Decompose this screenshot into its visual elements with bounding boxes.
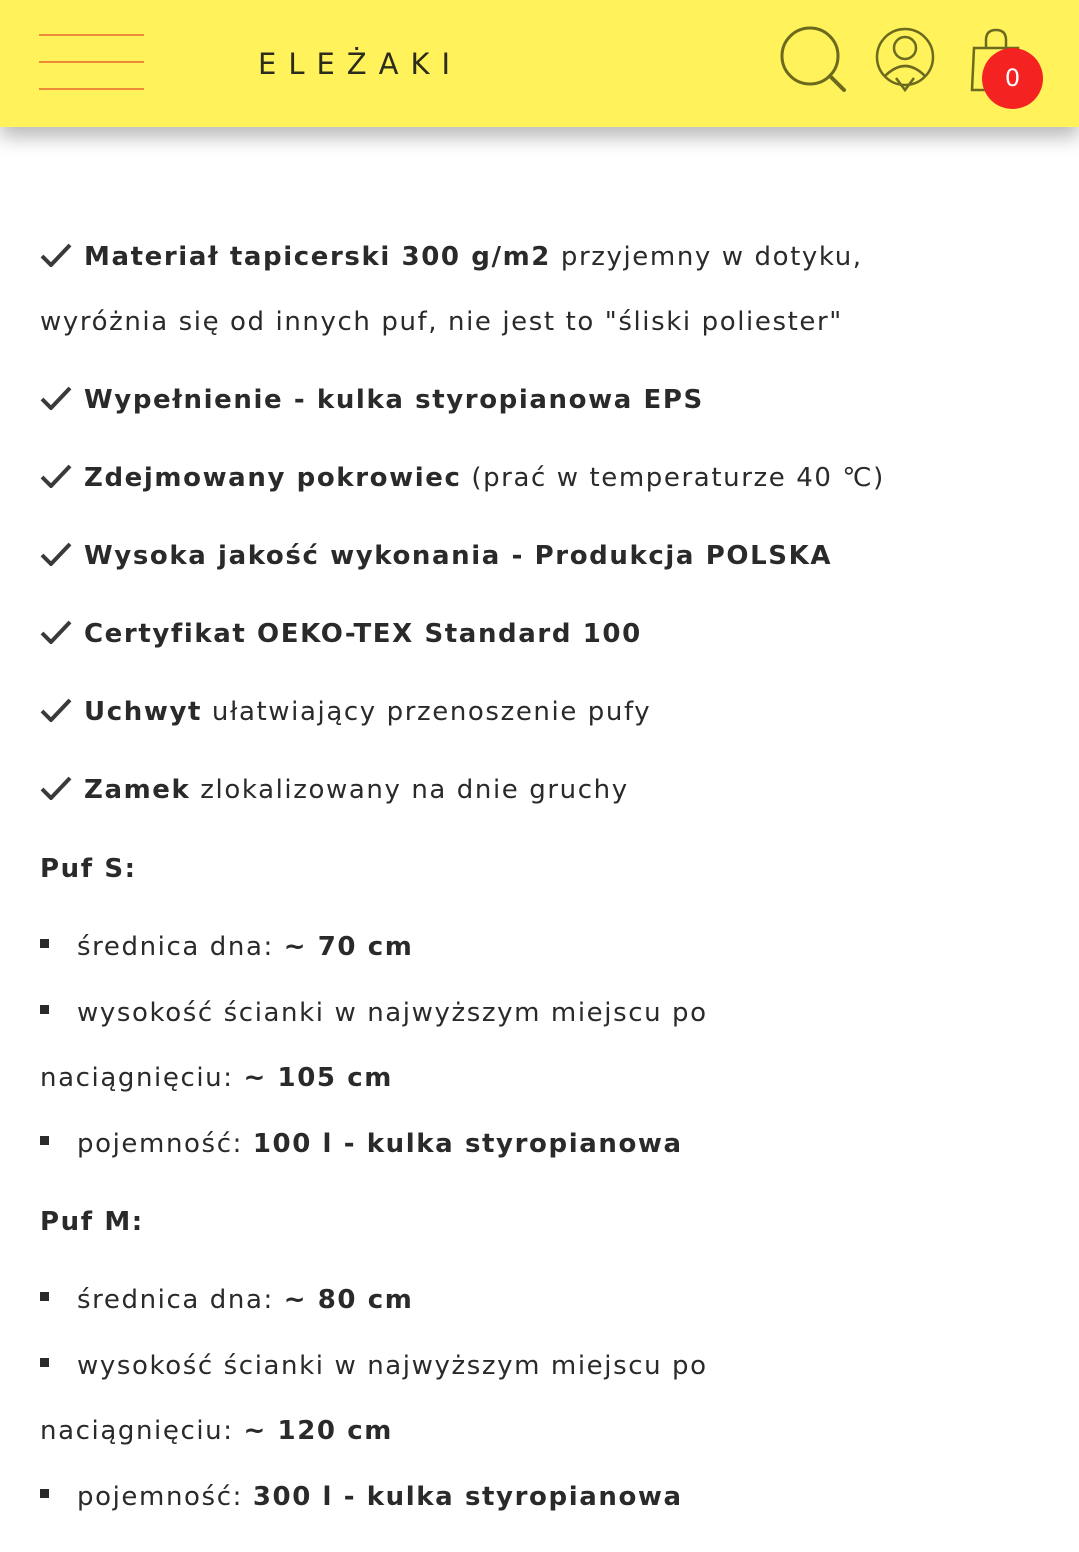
feature-item: Certyfikat OEKO-TEX Standard 100 bbox=[40, 616, 642, 652]
spec-item: wysokość ścianki w najwyższym miejscu po bbox=[40, 1348, 708, 1384]
spec-item: wysokość ścianki w najwyższym miejscu po bbox=[40, 995, 708, 1031]
spec-item: pojemność: 300 l - kulka styropianowa bbox=[40, 1479, 683, 1515]
spec-item: pojemność: 100 l - kulka styropianowa bbox=[40, 1126, 683, 1162]
check-icon bbox=[40, 542, 72, 566]
feature-item: Uchwyt ułatwiający przenoszenie pufy bbox=[40, 694, 651, 730]
check-icon bbox=[40, 620, 72, 644]
check-icon bbox=[40, 243, 72, 267]
feature-item: Materiał tapicerski 300 g/m2 przyjemny w dotyku, bbox=[40, 239, 863, 275]
bullet-icon bbox=[40, 1005, 49, 1014]
bullet-icon bbox=[40, 1358, 49, 1367]
feature-item: Zamek zlokalizowany na dnie gruchy bbox=[40, 772, 629, 808]
site-header bbox=[0, 0, 1079, 127]
user-icon[interactable] bbox=[874, 26, 936, 94]
feature-item-continuation: wyróżnia się od innych puf, nie jest to "śliski poliester" bbox=[40, 307, 843, 337]
feature-item: Zdejmowany pokrowiec (prać w temperaturze 40 ℃) bbox=[40, 460, 885, 496]
check-icon bbox=[40, 698, 72, 722]
size-heading: Puf S: bbox=[40, 854, 137, 884]
spec-item: średnica dna: ~ 80 cm bbox=[40, 1282, 413, 1318]
bullet-icon bbox=[40, 1136, 49, 1145]
feature-item: Wypełnienie - kulka styropianowa EPS bbox=[40, 382, 704, 418]
feature-item: Wysoka jakość wykonania - Produkcja POLSKA bbox=[40, 538, 832, 574]
size-heading: Puf M: bbox=[40, 1207, 144, 1237]
site-logo[interactable]: ELEŻAKI bbox=[258, 47, 463, 81]
spec-item-continuation: naciągnięciu: ~ 105 cm bbox=[40, 1063, 393, 1093]
check-icon bbox=[40, 464, 72, 488]
check-icon bbox=[40, 386, 72, 410]
bullet-icon bbox=[40, 1489, 49, 1498]
spec-item-continuation: naciągnięciu: ~ 120 cm bbox=[40, 1416, 393, 1446]
bullet-icon bbox=[40, 939, 49, 948]
check-icon bbox=[40, 776, 72, 800]
cart-count-badge[interactable]: 0 bbox=[982, 48, 1043, 109]
spec-item: średnica dna: ~ 70 cm bbox=[40, 929, 413, 965]
bullet-icon bbox=[40, 1292, 49, 1301]
menu-icon[interactable] bbox=[39, 34, 144, 90]
search-icon[interactable] bbox=[778, 26, 848, 94]
